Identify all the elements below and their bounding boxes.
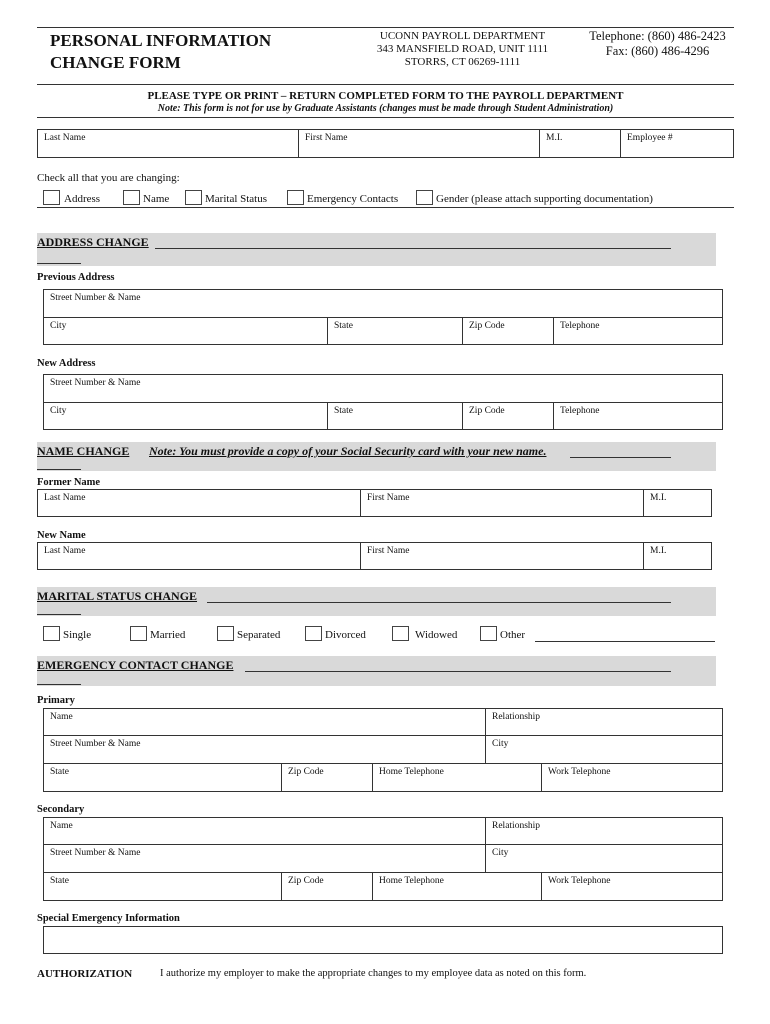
new-street-field[interactable]: Street Number & Name (43, 374, 723, 403)
instructions-note: Note: This form is not for use by Graduate Assistants (changes must be made through Student Administration) (157, 103, 614, 114)
new-telephone-field[interactable]: Telephone (553, 402, 723, 430)
single-label: Single (63, 629, 92, 641)
previous-address-label: Previous Address (37, 272, 115, 283)
telephone-number: Telephone: (860) 486-2423 (589, 29, 726, 43)
previous-street-field[interactable]: Street Number & Name (43, 289, 723, 318)
authorization-text: I authorize my employer to make the appropriate changes to my employee data as noted on this form. (160, 968, 587, 979)
dept-name: UCONN PAYROLL DEPARTMENT (379, 30, 546, 42)
emergency-title-rule-2 (37, 684, 81, 685)
special-emergency-label: Special Emergency Information (37, 913, 180, 924)
name-title-rule (570, 457, 671, 458)
name-title-rule-2 (37, 469, 81, 470)
new-city-field[interactable]: City (43, 402, 328, 430)
form-title-line1: PERSONAL INFORMATION (50, 31, 272, 50)
former-first-name-field[interactable]: First Name (360, 489, 644, 517)
header-bottom-rule (37, 84, 734, 85)
marital-status-checkbox-label: Marital Status (205, 193, 268, 205)
new-first-name-field[interactable]: First Name (360, 542, 644, 570)
marital-title-rule (207, 602, 671, 603)
primary-home-telephone-field[interactable]: Home Telephone (372, 763, 542, 792)
new-state-field[interactable]: State (327, 402, 463, 430)
marital-section-title: MARITAL STATUS CHANGE (37, 589, 198, 603)
former-mi-field[interactable]: M.I. (643, 489, 712, 517)
other-label: Other (500, 629, 526, 641)
instructions-rule (37, 117, 734, 118)
secondary-home-telephone-field[interactable]: Home Telephone (372, 872, 542, 901)
new-last-name-field[interactable]: Last Name (37, 542, 361, 570)
primary-name-field[interactable]: Name (43, 708, 486, 736)
widowed-checkbox[interactable] (392, 626, 409, 641)
secondary-contact-label: Secondary (37, 804, 85, 815)
name-checkbox-label: Name (143, 193, 170, 205)
new-name-label: New Name (37, 530, 86, 541)
name-section-title: NAME CHANGE (37, 444, 130, 458)
header-top-rule (37, 27, 734, 28)
changing-prompt: Check all that you are changing: (37, 172, 180, 184)
married-checkbox[interactable] (130, 626, 147, 641)
other-specify-line[interactable] (535, 641, 715, 642)
emergency-title-rule (245, 671, 671, 672)
gender-checkbox[interactable] (416, 190, 433, 205)
name-section-note: Note: You must provide a copy of your Social Security card with your new name. (149, 444, 547, 458)
special-emergency-field[interactable] (43, 926, 723, 954)
fax-number: Fax: (860) 486-4296 (605, 44, 710, 58)
address-section-title: ADDRESS CHANGE (37, 235, 149, 249)
secondary-state-field[interactable]: State (43, 872, 282, 901)
previous-zip-field[interactable]: Zip Code (462, 317, 554, 345)
secondary-name-field[interactable]: Name (43, 817, 486, 845)
secondary-city-field[interactable]: City (485, 844, 723, 873)
primary-contact-label: Primary (37, 695, 75, 706)
other-checkbox[interactable] (480, 626, 497, 641)
primary-street-field[interactable]: Street Number & Name (43, 735, 486, 764)
previous-telephone-field[interactable]: Telephone (553, 317, 723, 345)
employee-last-name-field[interactable]: Last Name (37, 129, 299, 158)
dept-address: 343 MANSFIELD ROAD, UNIT 1111 (376, 43, 549, 55)
widowed-label: Widowed (415, 629, 458, 641)
divorced-checkbox[interactable] (305, 626, 322, 641)
address-checkbox[interactable] (43, 190, 60, 205)
new-zip-field[interactable]: Zip Code (462, 402, 554, 430)
dept-city: STORRS, CT 06269-1111 (404, 56, 521, 68)
instructions-line: PLEASE TYPE OR PRINT – RETURN COMPLETED FORM TO THE PAYROLL DEPARTMENT (147, 90, 624, 102)
primary-work-telephone-field[interactable]: Work Telephone (541, 763, 723, 792)
marital-title-rule-2 (37, 614, 81, 615)
secondary-zip-field[interactable]: Zip Code (281, 872, 373, 901)
divorced-label: Divorced (325, 629, 366, 641)
secondary-relationship-field[interactable]: Relationship (485, 817, 723, 845)
former-last-name-field[interactable]: Last Name (37, 489, 361, 517)
primary-state-field[interactable]: State (43, 763, 282, 792)
previous-state-field[interactable]: State (327, 317, 463, 345)
former-name-label: Former Name (37, 477, 101, 488)
employee-number-field[interactable]: Employee # (620, 129, 734, 158)
single-checkbox[interactable] (43, 626, 60, 641)
authorization-label: AUTHORIZATION (37, 968, 133, 980)
emergency-contacts-checkbox[interactable] (287, 190, 304, 205)
new-address-label: New Address (37, 358, 96, 369)
primary-city-field[interactable]: City (485, 735, 723, 764)
marital-status-checkbox[interactable] (185, 190, 202, 205)
address-title-rule (155, 248, 671, 249)
employee-first-name-field[interactable]: First Name (298, 129, 540, 158)
secondary-street-field[interactable]: Street Number & Name (43, 844, 486, 873)
separated-label: Separated (237, 629, 281, 641)
secondary-work-telephone-field[interactable]: Work Telephone (541, 872, 723, 901)
separated-checkbox[interactable] (217, 626, 234, 641)
previous-city-field[interactable]: City (43, 317, 328, 345)
primary-relationship-field[interactable]: Relationship (485, 708, 723, 736)
emergency-section-title: EMERGENCY CONTACT CHANGE (37, 658, 234, 672)
changing-rule (37, 207, 734, 208)
gender-checkbox-label: Gender (please attach supporting documentation) (436, 193, 653, 205)
emergency-contacts-checkbox-label: Emergency Contacts (307, 193, 399, 205)
employee-mi-field[interactable]: M.I. (539, 129, 621, 158)
primary-zip-field[interactable]: Zip Code (281, 763, 373, 792)
form-title-line2: CHANGE FORM (50, 53, 181, 72)
address-title-rule-2 (37, 263, 81, 264)
married-label: Married (150, 629, 186, 641)
address-checkbox-label: Address (64, 193, 101, 205)
new-mi-field[interactable]: M.I. (643, 542, 712, 570)
name-checkbox[interactable] (123, 190, 140, 205)
